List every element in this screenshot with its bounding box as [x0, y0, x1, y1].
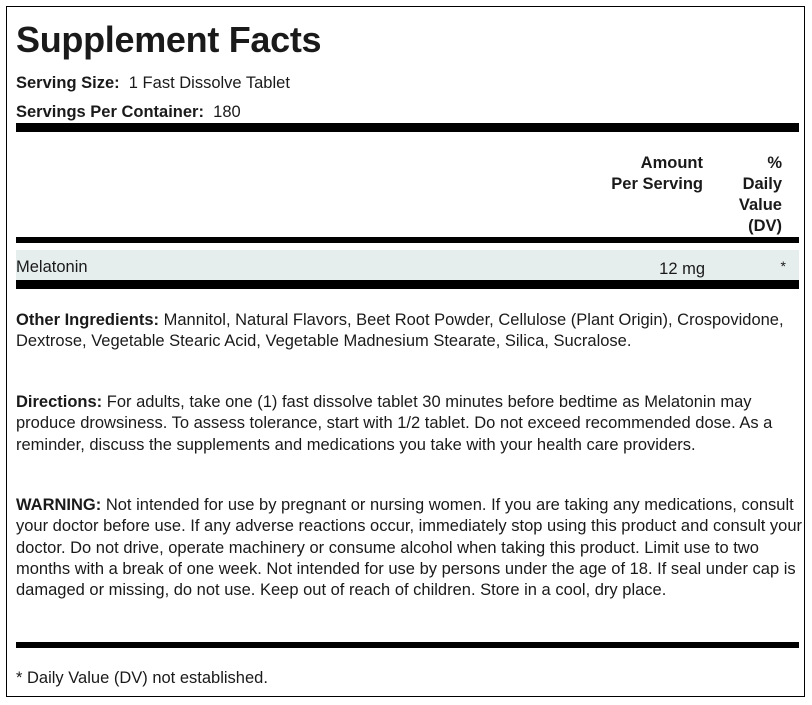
servings-per-container — [16, 102, 241, 122]
directions — [16, 392, 802, 456]
other-ingredients — [16, 310, 802, 353]
nutrient-row — [16, 250, 799, 281]
servings-per-container-value: 180 — [213, 103, 241, 121]
dv-header-line2: Daily — [742, 175, 782, 193]
amount-per-serving-header — [563, 153, 703, 195]
divider-footer — [16, 642, 799, 648]
nutrient-amount: 12 mg — [659, 260, 705, 278]
dv-header-line4: (DV) — [748, 217, 782, 235]
warning — [16, 495, 802, 601]
warning-text: Not intended for use by pregnant or nursing women. If you are taking any medications, consult your doctor before use. If any adverse reactions occur, immediately stop using this product and consult your doctor. Do not drive, operate machinery or consume alcohol when taking this product. Limit use to two months with a break of one week. Not intended for use by persons under the age of 18. If seal under cap is damaged or missing, do not use. Keep out of reach of children. Store in a cool, dry place. — [16, 496, 802, 600]
nutrient-daily-value: * — [780, 258, 786, 274]
other-ingredients-text: Mannitol, Natural Flavors, Beet Root Powder, Cellulose (Plant Origin), Crospovidone, Dextrose, Vegetable Stearic Acid, Vegetable Madnesium Stearate, Silica, Sucralose. — [16, 311, 784, 351]
divider-mid — [16, 237, 799, 243]
thick-divider-top — [16, 123, 799, 132]
warning-label: WARNING: — [16, 496, 102, 514]
directions-text: For adults, take one (1) fast dissolve tablet 30 minutes before bedtime as Melatonin may produce drowsiness. To assess tolerance, start with 1/2 tablet. Do not exceed recommended dose. As a reminder, discuss the supplements and medications you take with your health care providers. — [16, 393, 773, 454]
directions-label: Directions: — [16, 393, 103, 411]
other-ingredients-label: Other Ingredients: — [16, 311, 160, 329]
serving-size-label: Serving Size: — [16, 74, 120, 92]
supplement-facts-panel — [6, 6, 805, 697]
daily-value-header — [712, 153, 782, 237]
amount-header-line1: Amount — [640, 154, 703, 172]
dv-header-line3: Value — [738, 196, 782, 214]
daily-value-footnote: * Daily Value (DV) not established. — [16, 669, 268, 687]
amount-header-line2: Per Serving — [611, 175, 703, 193]
nutrient-name: Melatonin — [16, 258, 88, 276]
servings-per-container-label: Servings Per Container: — [16, 103, 204, 121]
thick-divider-bottom — [16, 280, 799, 289]
panel-title: Supplement Facts — [16, 19, 322, 60]
serving-size — [16, 73, 290, 93]
dv-header-line1: % — [767, 154, 782, 172]
serving-size-value: 1 Fast Dissolve Tablet — [128, 74, 290, 92]
